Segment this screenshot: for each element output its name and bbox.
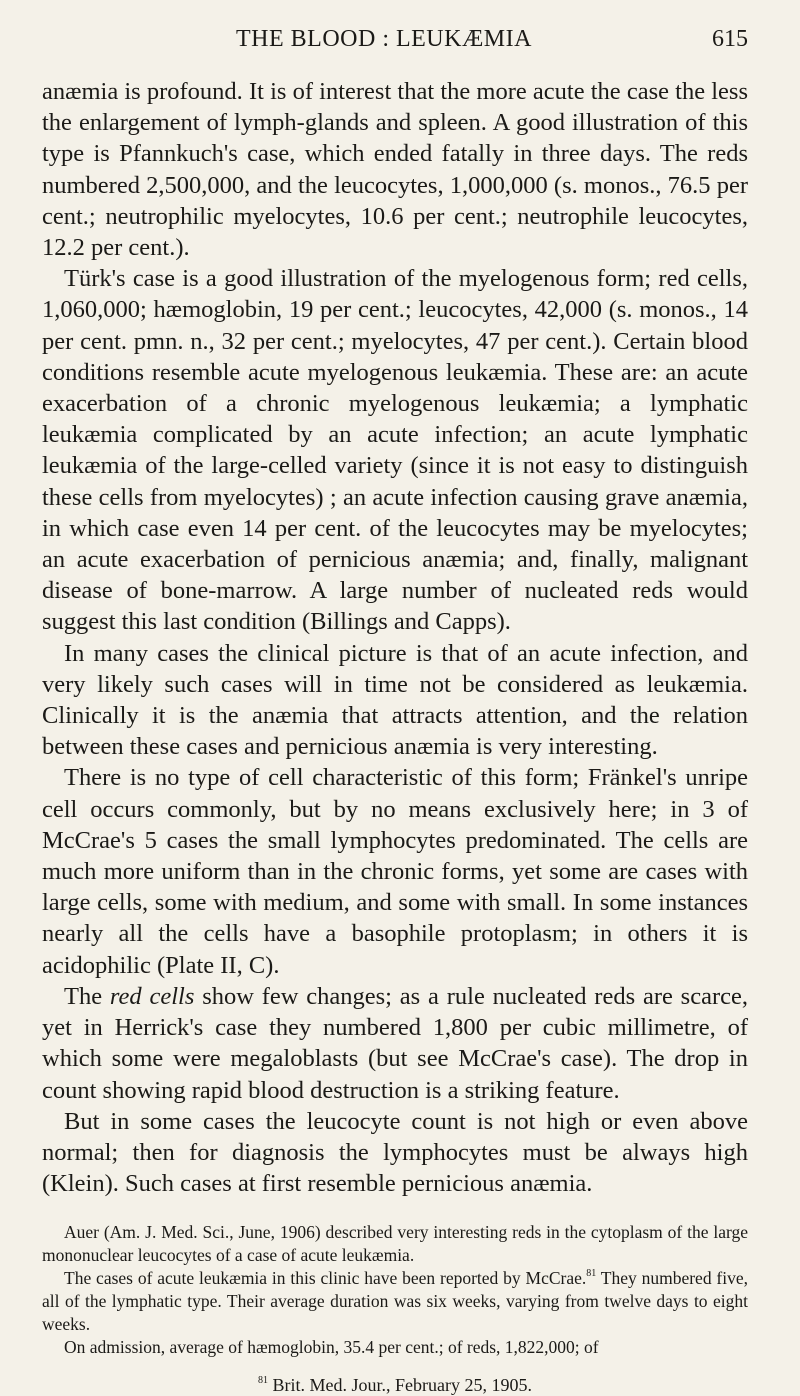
footnote-reference: 81 [586,1268,597,1280]
paragraph-lead: The [64,982,110,1010]
small-print-notes [42,1221,748,1359]
running-head [42,26,748,66]
small-paragraph: Auer (Am. J. Med. Sci., June, 1906) described very interesting reds in the cytoplasm of the large mononuclear leucocytes of a case of acute leukæmia. [42,1222,748,1266]
paragraph: anæmia is profound. It is of interest that the more acute the case the less the enlargement of lymph-glands and spleen. A good illustration of this type is Pfannkuch's case, which ended fatally in three days. The reds numbered 2,500,000, and the leucocytes, 1,000,000 (s. monos., 76.5 per cent.; neutrophilic myelocytes, 10.6 per cent.; neutrophile leucocytes, 12.2 per cent.). [42,78,748,262]
footnote [42,1375,748,1396]
running-head-title: THE BLOOD : LEUKÆMIA [236,26,532,52]
paragraph: Türk's case is a good illustration of the myelogenous form; red cells, 1,060,000; hæmoglobin, 19 per cent.; leucocytes, 42,000 (s. monos., 14 per cent. pmn. n., 32 per cent.; myelocytes, 47 per cent.). Certain blood conditions resemble acute myelogenous leukæmia. These are: an acute exacerbation of a chronic myelogenous leukæmia; a lymphatic leukæmia complicated by an acute infection; an acute lymphatic leukæmia of the large-celled variety (since it is not easy to distinguish these cells from myelocytes) ; an acute infection causing grave anæmia, in which case even 14 per cent. of the leucocytes may be myelocytes; an acute exacerbation of pernicious anæmia; and, finally, malignant disease of bone-marrow. A large number of nucleated reds would suggest this last condition (Billings and Capps). [42,265,748,636]
paragraph: In many cases the clinical picture is that of an acute infection, and very likely such cases will in time not be considered as leukæmia. Clinically it is the anæmia that attracts attention, and the relation between these cases and pernicious anæmia is very interesting. [42,639,748,761]
small-paragraph: On admission, average of hæmoglobin, 35.4 per cent.; of reds, 1,822,000; of [64,1337,599,1358]
main-text [42,76,748,1199]
book-page [42,26,748,1396]
small-paragraph-tail: They numbered five, all of the lymphatic type. Their average duration was six weeks, varying from twelve days to eight weeks. [42,1268,748,1335]
page-number: 615 [712,26,748,52]
italic-term: red cells [109,982,195,1010]
footnote-marker: 81 [258,1375,268,1387]
small-paragraph-text: The cases of acute leukæmia in this clinic have been reported by McCrae. [64,1268,587,1289]
paragraph-rest: show few changes; as a rule nucleated reds are scarce, yet in Herrick's case they numbered 1,800 per cubic millimetre, of which some were megaloblasts (but see McCrae's case). The drop in count showing rapid blood destruction is a striking feature. [42,982,748,1104]
paragraph: There is no type of cell characteristic of this form; Fränkel's unripe cell occurs commonly, but by no means exclusively here; in 3 of McCrae's 5 cases the small lymphocytes predominated. The cells are much more uniform than in the chronic forms, yet some are cases with large cells, some with medium, and some with small. In some instances nearly all the cells have a basophile protoplasm; in others it is acidophilic (Plate II, C). [42,764,748,979]
footnote-text: Brit. Med. Jour., February 25, 1905. [272,1375,532,1396]
paragraph [42,981,748,1106]
small-paragraph [42,1267,748,1336]
paragraph: But in some cases the leucocyte count is not high or even above normal; then for diagnosis the lymphocytes must be always high (Klein). Such cases at first resemble pernicious anæmia. [42,1107,748,1198]
